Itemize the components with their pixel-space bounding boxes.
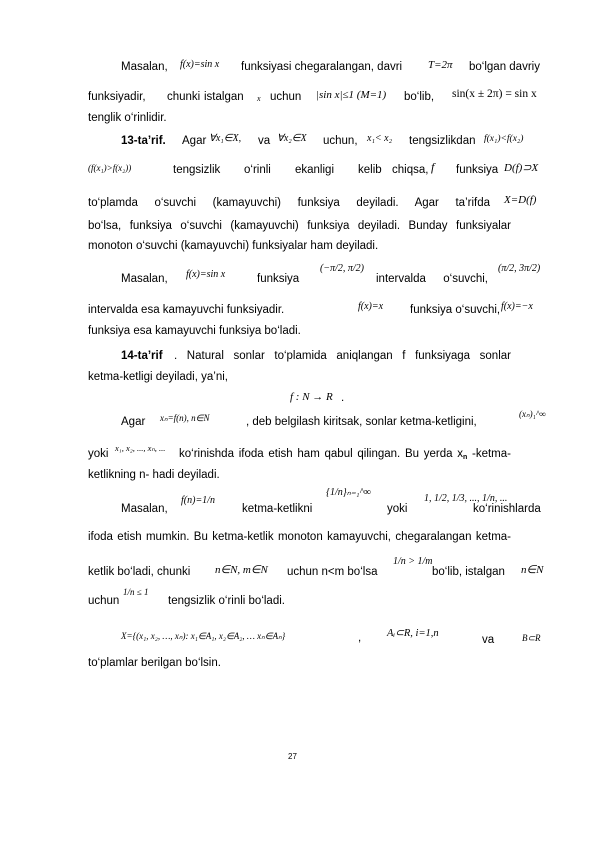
d13-l2e: chiqsa, <box>392 164 429 176</box>
d14-line2: ketma-ketligi deyiladi, ya’ni, <box>88 371 228 383</box>
p4-line4b: tengsizlik o‘rinli bo‘ladi. <box>168 595 285 607</box>
d13-forall-x1: ∀x₁∈X, <box>209 133 242 144</box>
p5-va: va <box>482 634 495 646</box>
p4-yoki: yoki <box>387 503 408 515</box>
p4-korinish: ko‘rinishlarda <box>473 503 541 515</box>
d13-uchun: uchun, <box>323 135 358 147</box>
p3-yoki: yoki <box>88 448 109 460</box>
p4-masalan: Masalan, <box>121 503 168 515</box>
d13-eq: X=D(f) <box>504 194 537 206</box>
d14-heading: 14-ta’rif <box>121 350 163 362</box>
p4-le: 1/n ≤ 1 <box>123 587 149 597</box>
p1-line2-c: istalgan <box>204 91 244 103</box>
p4-nN: n∈N <box>521 564 544 576</box>
p1-line2-d: uchun <box>270 91 302 103</box>
p4-nm: n∈N, m∈N <box>215 564 268 576</box>
p2-interval1: (−π/2, π/2) <box>320 263 364 274</box>
p1-x: x <box>257 94 261 103</box>
p5-B: B⊂R <box>522 633 541 643</box>
p3-list: x₁, x₂, ..., xₙ, ... <box>115 443 166 453</box>
p4-line2: ifoda etish mumkin. Bu ketma-ketlik monoton kamayuvchi, chegaralangan ketma- <box>88 531 511 543</box>
d13-domain: D(f)⊃X <box>504 162 539 174</box>
d13-f-greater: (f(x₁)>f(x₂)) <box>88 163 132 173</box>
d13-line5: monoton o‘suvchi (kamayuvchi) funksiyalar ham deyiladi. <box>88 240 379 252</box>
p4-set: {1/n}ₙ₌₁^∞ <box>326 487 371 498</box>
p4-fn: f(n)=1/n <box>181 495 215 506</box>
p1-line2-e: bo‘lib, <box>404 91 435 103</box>
p4-list: 1, 1/2, 1/3, ..., 1/n, ... <box>424 493 508 504</box>
p1-periodicity: sin(x ± 2π) = sin x <box>452 88 537 100</box>
d13-va: va <box>258 135 271 147</box>
d13-heading: 13-ta’rif. <box>121 135 166 147</box>
p2-line2a: intervalda esa kamayuvchi funksiyadir. <box>88 304 285 316</box>
p4-ineq: 1/n > 1/m <box>393 556 433 567</box>
d13-l2d: kelib <box>358 164 382 176</box>
p2-line2b: funksiya o‘suvchi, <box>410 304 501 316</box>
p4-line3b: uchun n<m bo‘lsa <box>287 566 378 578</box>
d14-line1: . Natural sonlar to‘plamida aniqlangan f funksiyaga sonlar <box>174 350 511 362</box>
p2-fx: f(x)=x <box>358 301 384 312</box>
d13-line4: bo‘lsa, funksiya o‘suvchi (kamayuvchi) funksiya deyiladi. Bunday funksiyalar <box>88 220 511 232</box>
p4-ketma: ketma-ketlikni <box>242 503 313 515</box>
p5-X: X={(x₁, x₂, …, xₙ): x₁∈A₁, x₂∈A₂, … xₙ∈Aₙ} <box>121 631 286 641</box>
p3-line3: ketlikning n- hadi deyiladi. <box>88 469 220 481</box>
p1-line2-b: chunki <box>167 91 201 103</box>
p4-uchun: uchun <box>88 595 120 607</box>
p3-line1b: , deb belgilash kiritsak, sonlar ketma-ketligini, <box>246 416 477 428</box>
d14-mapping: f : N → R <box>290 391 333 403</box>
p2-line3: funksiya esa kamayuvchi funksiya bo‘ladi. <box>88 325 301 337</box>
p1-line2-a: funksiyadir, <box>88 91 146 103</box>
p4-line3c: bo‘lib, istalgan <box>432 566 505 578</box>
d13-l2c: ekanligi <box>295 164 334 176</box>
p3-seq-notation: (xₙ)₁^∞ <box>519 409 546 419</box>
p2-fmx: f(x)=−x <box>501 301 533 312</box>
p2-funksiya: funksiya <box>257 273 300 285</box>
p3-agar: Agar <box>121 416 146 428</box>
p5-line2: to‘plamlar berilgan bo‘lsin. <box>88 657 221 669</box>
d13-line3: to‘plamda o‘suvchi (kamayuvchi) funksiya deyiladi. Agar ta’rifda <box>88 197 490 209</box>
d14-dot: . <box>341 392 345 404</box>
p1-ineq: |sin x|≤1 (M=1) <box>316 89 387 101</box>
d13-tengsizlikdan: tengsizlikdan <box>409 135 476 147</box>
p1-period: T=2π <box>428 59 453 71</box>
p1-line1-a: Masalan, <box>121 61 168 73</box>
d13-forall-x2: ∀x₂∈X <box>277 133 307 144</box>
p3-xn-def: xₙ=f(n), n∈N <box>160 413 210 423</box>
p1-line1-b: funksiyasi chegaralangan, davri <box>241 61 403 73</box>
p2-interval2: (π/2, 3π/2) <box>498 263 541 274</box>
p5-comma: , <box>358 632 362 644</box>
p2-formula: f(x)=sin x <box>186 269 226 280</box>
p5-A: Aᵢ⊂R, i=1,n <box>387 628 439 639</box>
p4-line3a: ketlik bo‘ladi, chunki <box>88 566 191 578</box>
p2-masalan: Masalan, <box>121 273 168 285</box>
p1-formula-sin: f(x)=sin x <box>180 59 220 70</box>
d13-l2a: tengsizlik <box>173 164 221 176</box>
p1-line1-c: bo‘lgan davriy <box>469 61 540 73</box>
d13-x1-lt-x2: x₁< x₂ <box>367 133 393 144</box>
d13-f: f <box>431 160 435 174</box>
p3-line2: ko‘rinishda ifoda etish ham qabul qilingan. Bu yerda $x_n$ -ketma- <box>179 448 511 461</box>
d13-f-less: f(x₁)<f(x₂) <box>484 134 524 144</box>
p2-osuvchi: intervalda o‘suvchi, <box>376 273 488 285</box>
p1-line3: tenglik o‘rinlidir. <box>88 112 167 124</box>
d13-agar: Agar <box>182 135 207 147</box>
d13-l2b: o‘rinli <box>244 164 271 176</box>
d13-l2f: funksiya <box>456 164 499 176</box>
page-number: 27 <box>288 752 297 761</box>
